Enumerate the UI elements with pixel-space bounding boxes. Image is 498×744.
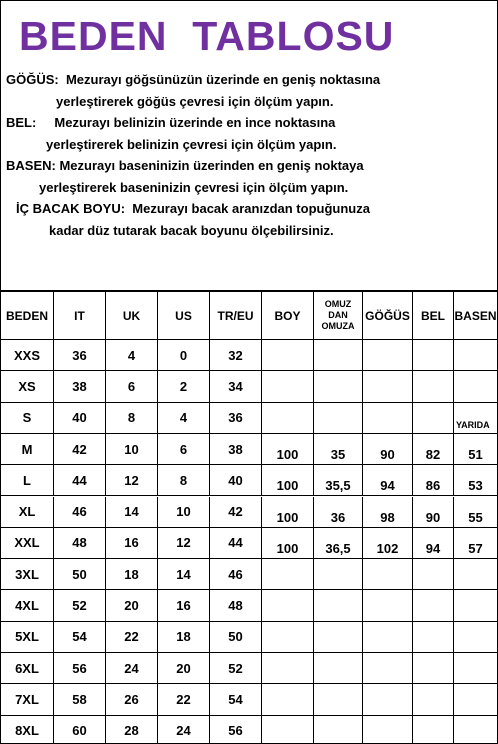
cell-bel: [413, 653, 454, 684]
header-tr-eu: TR/EU: [210, 292, 262, 340]
cell-it: 58: [54, 684, 106, 715]
cell-uk: 20: [106, 590, 158, 621]
cell-it: 52: [54, 590, 106, 621]
cell-us: 12: [158, 528, 210, 559]
cell-uk: 12: [106, 465, 158, 496]
instruction-body: Mezurayı göğsünüzün üzerinde en geniş noktasına: [58, 72, 381, 87]
cell-bel: 86: [413, 465, 454, 496]
cell-basen: [454, 371, 498, 402]
instruction-body: Mezurayı bacak aranızdan topuğunuza: [125, 201, 370, 216]
cell-basen: [454, 653, 498, 684]
cell-bel: [413, 590, 454, 621]
cell-us: 8: [158, 465, 210, 496]
instruction-label: İÇ BACAK BOYU:: [16, 201, 126, 216]
cell-it: 60: [54, 716, 106, 744]
instruction-text: [56, 91, 333, 113]
cell-bel: [413, 716, 454, 744]
instruction-body: kadar düz tutarak bacak boyunu ölçebilirsiniz.: [49, 222, 334, 238]
cell-it: 54: [54, 622, 106, 653]
instruction-body: Mezurayı belinizin üzerinde en ince noktasına: [36, 115, 336, 130]
cell-gogus: [363, 684, 413, 715]
instruction-line: [1, 220, 498, 242]
cell-gogus: [363, 559, 413, 590]
instruction-body: Mezurayı baseninizin üzerinden en geniş noktaya: [55, 158, 364, 173]
header-omuz-line: OMUZ: [324, 299, 352, 309]
instruction-label: GÖĞÜS:: [6, 72, 59, 87]
cell-gogus: [363, 653, 413, 684]
cell-boy: [262, 371, 314, 402]
basen-note: YARIDA: [456, 419, 490, 430]
header-gogus: GÖĞÜS: [363, 292, 413, 340]
cell-bel: [413, 371, 454, 402]
instruction-label: BASEN:: [6, 158, 56, 173]
cell-uk: 28: [106, 716, 158, 744]
cell-beden: XS: [1, 371, 54, 402]
cell-us: 2: [158, 371, 210, 402]
cell-uk: 10: [106, 434, 158, 465]
cell-beden: 3XL: [1, 559, 54, 590]
instruction-label: BEL:: [6, 115, 37, 130]
header-boy: BOY: [262, 292, 314, 340]
cell-us: 4: [158, 403, 210, 434]
instruction-line: [1, 198, 498, 220]
instruction-line: [1, 134, 498, 156]
cell-basen: 51: [454, 434, 498, 465]
cell-boy: [262, 559, 314, 590]
cell-gogus: 94: [363, 465, 413, 496]
cell-omuz: 35: [314, 434, 363, 465]
header-omuz-line: OMUZA: [321, 321, 355, 331]
cell-bel: 90: [413, 497, 454, 528]
header-omuz: [314, 292, 363, 340]
cell-bel: [413, 622, 454, 653]
cell-basen: 57: [454, 528, 498, 559]
cell-basen: 55: [454, 497, 498, 528]
cell-omuz: [314, 371, 363, 402]
cell-gogus: [363, 590, 413, 621]
cell-us: 24: [158, 716, 210, 744]
cell-uk: 14: [106, 497, 158, 528]
cell-tr-eu: 36: [210, 403, 262, 434]
instruction-body: yerleştirerek göğüs çevresi için ölçüm yapın.: [56, 93, 334, 109]
cell-omuz: 36,5: [314, 528, 363, 559]
size-table: [1, 290, 498, 744]
cell-tr-eu: 54: [210, 684, 262, 715]
cell-us: 6: [158, 434, 210, 465]
cell-beden: XXL: [1, 528, 54, 559]
cell-it: 48: [54, 528, 106, 559]
cell-us: 16: [158, 590, 210, 621]
cell-omuz: 36: [314, 497, 363, 528]
cell-beden: 5XL: [1, 622, 54, 653]
cell-beden: L: [1, 465, 54, 496]
cell-tr-eu: 50: [210, 622, 262, 653]
cell-it: 40: [54, 403, 106, 434]
header-basen: BASEN: [454, 292, 498, 340]
cell-boy: 100: [262, 528, 314, 559]
cell-basen: 53: [454, 465, 498, 496]
cell-basen: [454, 622, 498, 653]
instruction-line: [1, 112, 498, 134]
instruction-text: [6, 155, 364, 177]
instruction-line: [1, 91, 498, 113]
cell-us: 22: [158, 684, 210, 715]
instruction-body: yerleştirerek belinizin çevresi için ölçüm yapın.: [46, 136, 337, 152]
cell-it: 38: [54, 371, 106, 402]
cell-gogus: [363, 403, 413, 434]
cell-uk: 6: [106, 371, 158, 402]
cell-bel: [413, 340, 454, 371]
cell-basen: [454, 716, 498, 744]
cell-beden: M: [1, 434, 54, 465]
cell-gogus: 102: [363, 528, 413, 559]
cell-boy: [262, 403, 314, 434]
cell-basen: [454, 340, 498, 371]
cell-us: 10: [158, 497, 210, 528]
cell-bel: [413, 559, 454, 590]
cell-beden: 6XL: [1, 653, 54, 684]
cell-tr-eu: 52: [210, 653, 262, 684]
cell-bel: 82: [413, 434, 454, 465]
cell-beden: XXS: [1, 340, 54, 371]
cell-bel: [413, 684, 454, 715]
instruction-body: yerleştirerek baseninizin çevresi için ölçüm yapın.: [39, 179, 349, 195]
instruction-text: [6, 112, 335, 134]
cell-gogus: 90: [363, 434, 413, 465]
cell-omuz: [314, 403, 363, 434]
cell-us: 18: [158, 622, 210, 653]
instruction-text: [46, 134, 336, 156]
cell-tr-eu: 32: [210, 340, 262, 371]
instruction-text: [39, 177, 348, 199]
cell-beden: S: [1, 403, 54, 434]
cell-omuz: [314, 590, 363, 621]
cell-boy: 100: [262, 434, 314, 465]
cell-beden: 8XL: [1, 716, 54, 744]
cell-uk: 26: [106, 684, 158, 715]
cell-omuz: [314, 684, 363, 715]
instruction-line: [1, 155, 498, 177]
cell-us: 0: [158, 340, 210, 371]
cell-boy: [262, 340, 314, 371]
cell-omuz: 35,5: [314, 465, 363, 496]
cell-basen: [454, 684, 498, 715]
cell-tr-eu: 56: [210, 716, 262, 744]
cell-basen: [454, 559, 498, 590]
instruction-line: [1, 69, 498, 91]
cell-gogus: [363, 371, 413, 402]
cell-uk: 16: [106, 528, 158, 559]
cell-omuz: [314, 716, 363, 744]
cell-gogus: [363, 716, 413, 744]
cell-it: 42: [54, 434, 106, 465]
cell-it: 36: [54, 340, 106, 371]
cell-uk: 18: [106, 559, 158, 590]
cell-uk: 8: [106, 403, 158, 434]
cell-tr-eu: 34: [210, 371, 262, 402]
cell-gogus: [363, 622, 413, 653]
cell-tr-eu: 38: [210, 434, 262, 465]
cell-beden: XL: [1, 497, 54, 528]
cell-boy: [262, 622, 314, 653]
cell-gogus: [363, 340, 413, 371]
cell-boy: 100: [262, 497, 314, 528]
header-us: US: [158, 292, 210, 340]
cell-it: 46: [54, 497, 106, 528]
cell-us: 20: [158, 653, 210, 684]
cell-tr-eu: 40: [210, 465, 262, 496]
cell-basen: [454, 590, 498, 621]
cell-it: 50: [54, 559, 106, 590]
cell-boy: [262, 653, 314, 684]
cell-boy: 100: [262, 465, 314, 496]
header-bel: BEL: [413, 292, 454, 340]
header-uk: UK: [106, 292, 158, 340]
cell-tr-eu: 46: [210, 559, 262, 590]
cell-it: 44: [54, 465, 106, 496]
cell-bel: 94: [413, 528, 454, 559]
cell-uk: 22: [106, 622, 158, 653]
header-omuz-line: DAN: [328, 310, 348, 320]
cell-bel: [413, 403, 454, 434]
cell-us: 14: [158, 559, 210, 590]
cell-beden: 4XL: [1, 590, 54, 621]
cell-beden: 7XL: [1, 684, 54, 715]
cell-omuz: [314, 622, 363, 653]
cell-it: 56: [54, 653, 106, 684]
cell-tr-eu: 42: [210, 497, 262, 528]
cell-boy: [262, 590, 314, 621]
cell-omuz: [314, 559, 363, 590]
cell-boy: [262, 684, 314, 715]
cell-uk: 24: [106, 653, 158, 684]
instruction-text: [16, 198, 370, 220]
cell-tr-eu: 48: [210, 590, 262, 621]
page-title: BEDEN TABLOSU: [19, 13, 395, 59]
cell-tr-eu: 44: [210, 528, 262, 559]
instruction-text: [49, 220, 334, 242]
cell-omuz: [314, 340, 363, 371]
cell-omuz: [314, 653, 363, 684]
instruction-text: [6, 69, 380, 91]
instruction-line: [1, 177, 498, 199]
header-it: IT: [54, 292, 106, 340]
cell-gogus: 98: [363, 497, 413, 528]
measurement-instructions: [1, 69, 498, 241]
cell-uk: 4: [106, 340, 158, 371]
cell-boy: [262, 716, 314, 744]
header-beden: BEDEN: [1, 292, 54, 340]
